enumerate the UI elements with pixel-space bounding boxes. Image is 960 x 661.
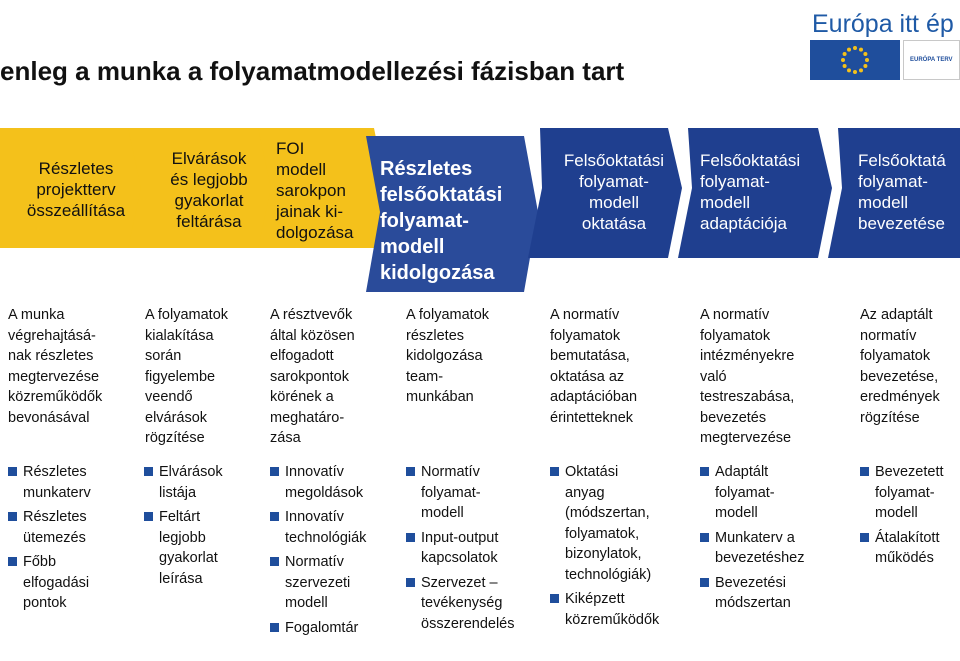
europa-logo-text: Európa itt ép <box>812 10 954 38</box>
bullet-square-icon <box>270 512 279 521</box>
list-item: Feltárt legjobb gyakorlat leírása <box>144 507 264 589</box>
list-item: Input-output kapcsolatok <box>406 528 538 569</box>
step-title-5: Felsőoktatási folyamat- modell oktatása <box>563 151 665 233</box>
list-item: Bevezetett folyamat- modell <box>860 462 960 524</box>
step-title-6: Felsőoktatási folyamat- modell adaptációja <box>700 151 801 233</box>
bullet-square-icon <box>860 467 869 476</box>
step-desc-5: A normatív folyamatok bemutatása, oktatása az adaptációban érintetteknek <box>550 307 638 426</box>
bullet-square-icon <box>406 533 415 542</box>
step-outputs-5 <box>550 462 685 634</box>
bullet-square-icon <box>8 512 17 521</box>
list-item: Átalakított működés <box>860 528 960 569</box>
bullet-square-icon <box>700 467 709 476</box>
bullet-square-icon <box>550 594 559 603</box>
step-title-2: Elvárások és legjobb gyakorlat feltárása <box>170 149 248 231</box>
list-item: Főbb elfogadási pontok <box>8 552 128 614</box>
step-outputs-7 <box>860 462 960 573</box>
list-item: Szervezet – tevékenység összerendelés <box>406 573 538 635</box>
step-desc-6: A normatív folyamatok intézményekre való testreszabása, bevezetés megtervezése <box>700 307 795 446</box>
step-title-1: Részletes projektterv összeállítása <box>26 159 126 220</box>
step-desc-3: A résztvevők által közösen elfogadott sarokpontok körének a meghatáro- zása <box>270 307 355 446</box>
list-item: Munkaterv a bevezetéshez <box>700 528 830 569</box>
bullet-square-icon <box>860 533 869 542</box>
step-desc-2: A folyamatok kialakítása során figyelembe veendő elvárások rögzítése <box>145 307 229 446</box>
bullet-square-icon <box>144 512 153 521</box>
list-item: Adaptált folyamat- modell <box>700 462 830 524</box>
step-outputs-4 <box>406 462 538 638</box>
list-item: Részletes ütemezés <box>8 507 128 548</box>
step-title-7: Felsőoktatá folyamat- modell bevezetése <box>858 151 946 233</box>
list-item: Innovatív megoldások <box>270 462 398 503</box>
europa-terv-label: EURÓPA TERV <box>910 57 953 63</box>
list-item: Elvárások listája <box>144 462 264 503</box>
bullet-square-icon <box>406 467 415 476</box>
step-outputs-6 <box>700 462 830 618</box>
bullet-square-icon <box>550 467 559 476</box>
bullet-square-icon <box>8 467 17 476</box>
list-item: Bevezetési módszertan <box>700 573 830 614</box>
step-title-4: Részletes felsőoktatási folyamat- modell kidolgozása <box>380 158 503 284</box>
step-desc-1: A munka végrehajtásá- nak részletes megtervezése közreműködők bevonásával <box>8 307 103 426</box>
step-outputs-1 <box>8 462 128 618</box>
bullet-square-icon <box>270 467 279 476</box>
step-outputs-3 <box>270 462 398 642</box>
bullet-square-icon <box>270 557 279 566</box>
list-item: Kiképzett közreműködők <box>550 589 685 630</box>
page-title: enleg a munka a folyamatmodellezési fázisban tart <box>0 56 625 86</box>
step-desc-7: Az adaptált normatív folyamatok bevezetése, eredmények rögzítése <box>860 307 940 426</box>
list-item: Oktatási anyag (módszertan, folyamatok, bizonylatok, technológiák) <box>550 462 685 585</box>
eu-flag-icon <box>810 40 900 80</box>
list-item: Normatív szervezeti modell <box>270 552 398 614</box>
list-item: Normatív folyamat- modell <box>406 462 538 524</box>
bullet-square-icon <box>406 578 415 587</box>
bullet-square-icon <box>700 578 709 587</box>
list-item: Részletes munkaterv <box>8 462 128 503</box>
europa-terv-logo <box>903 40 960 80</box>
list-item: Fogalomtár <box>270 618 398 639</box>
bullet-square-icon <box>144 467 153 476</box>
list-item: Innovatív technológiák <box>270 507 398 548</box>
step-desc-4: A folyamatok részletes kidolgozása team- munkában <box>406 307 490 405</box>
step-outputs-2 <box>144 462 264 593</box>
bullet-square-icon <box>8 557 17 566</box>
bullet-square-icon <box>270 623 279 632</box>
bullet-square-icon <box>700 533 709 542</box>
step-title-3: FOI modell sarokpon jainak ki- dolgozása <box>276 139 354 242</box>
